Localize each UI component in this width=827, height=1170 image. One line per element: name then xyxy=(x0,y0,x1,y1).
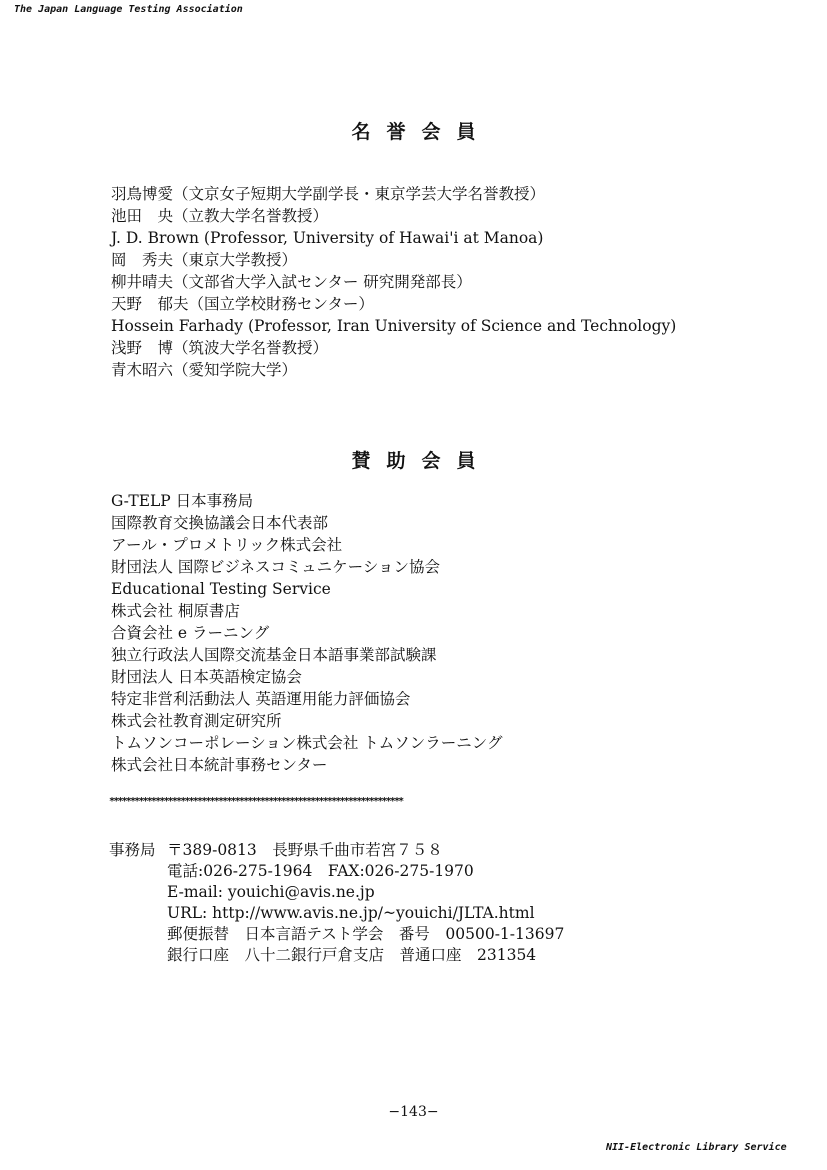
list-item: 株式会社 桐原書店 xyxy=(111,602,240,620)
office-postal-transfer: 郵便振替 日本言語テスト学会 番号 00500-1-13697 xyxy=(167,925,565,943)
list-item: 独立行政法人国際交流基金日本語事業部試験課 xyxy=(111,646,437,664)
office-bank-account: 銀行口座 八十二銀行戸倉支店 普通口座 231354 xyxy=(167,946,537,964)
list-item: 国際教育交換協議会日本代表部 xyxy=(111,514,329,532)
asterisk-separator: ********************************************************************** xyxy=(109,796,403,807)
list-item: J. D. Brown (Professor, University of Hawai'i at Manoa) xyxy=(111,229,544,247)
list-item: 株式会社教育測定研究所 xyxy=(111,712,282,730)
list-item: 羽鳥博愛（文京女子短期大学副学長・東京学芸大学名誉教授） xyxy=(111,185,546,203)
office-address: 〒389-0813 長野県千曲市若宮７５８ xyxy=(167,841,443,859)
list-item: Educational Testing Service xyxy=(111,580,331,598)
list-item: 天野 郁夫（国立学校財務センター） xyxy=(111,295,374,313)
supporting-members-list xyxy=(111,490,503,776)
list-item: G-TELP 日本事務局 xyxy=(111,492,254,510)
office-url: URL: http://www.avis.ne.jp/~youichi/JLTA.html xyxy=(167,904,535,922)
list-item: 柳井晴夫（文部省大学入試センター 研究開発部長） xyxy=(111,273,472,291)
honorary-members-list xyxy=(111,183,676,381)
list-item: Hossein Farhady (Professor, Iran University of Science and Technology) xyxy=(111,317,677,335)
office-phone-fax: 電話:026-275-1964 FAX:026-275-1970 xyxy=(167,862,474,880)
list-item: 浅野 博（筑波大学名誉教授） xyxy=(111,339,329,357)
office-contact-block xyxy=(109,840,564,966)
list-item: 財団法人 日本英語検定協会 xyxy=(111,668,302,686)
list-item: トムソンコーポレーション株式会社 トムソンラーニング xyxy=(111,734,503,752)
list-item: アール・プロメトリック株式会社 xyxy=(111,536,343,554)
honorary-members-heading: 名誉会員 xyxy=(351,121,492,143)
office-address-row xyxy=(109,840,564,861)
office-label: 事務局 xyxy=(109,841,156,859)
list-item: 合資会社 e ラーニング xyxy=(111,624,270,642)
list-item: 青木昭六（愛知学院大学） xyxy=(111,361,298,379)
list-item: 株式会社日本統計事務センター xyxy=(111,756,328,774)
list-item: 財団法人 国際ビジネスコミュニケーション協会 xyxy=(111,558,441,576)
list-item: 池田 央（立教大学名誉教授） xyxy=(111,207,329,225)
supporting-members-heading: 賛助会員 xyxy=(351,450,492,472)
list-item: 岡 秀夫（東京大学教授） xyxy=(111,251,298,269)
list-item: 特定非営利活動法人 英語運用能力評価協会 xyxy=(111,690,411,708)
running-footer: NII-Electronic Library Service xyxy=(606,1142,787,1153)
office-email: E-mail: youichi@avis.ne.jp xyxy=(167,883,375,901)
running-header: The Japan Language Testing Association xyxy=(14,4,243,15)
page-number: −143− xyxy=(388,1104,439,1120)
